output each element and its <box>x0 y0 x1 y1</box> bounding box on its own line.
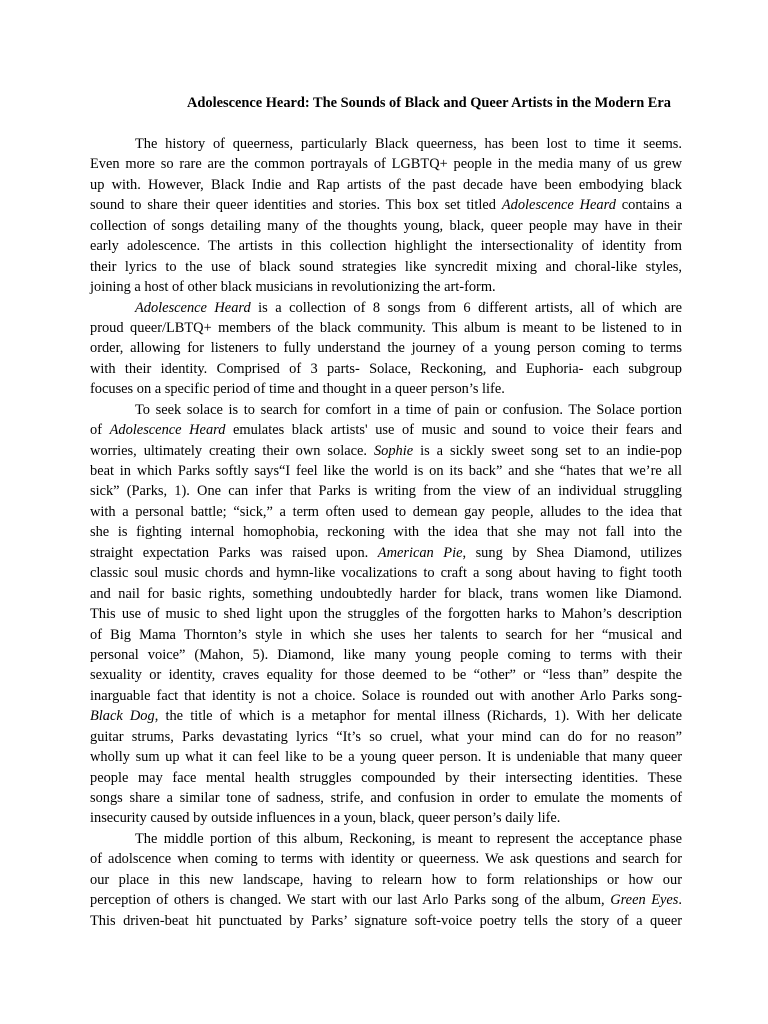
text-line: Black Dog, the title of which is a metaphor for mental illness (Richards, 1). With her delicate <box>90 708 682 725</box>
text-line: straight expectation Parks was raised upon. American Pie, sung by Shea Diamond, utilizes <box>90 544 682 561</box>
text-line: joining a host of other black musicians in revolutionizing the art-form. <box>90 279 496 296</box>
text-line: To seek solace is to search for comfort in a time of pain or confusion. The Solace portion <box>135 401 682 418</box>
text-line: insecurity caused by outside influences in a youn, black, queer person’s daily life. <box>90 810 561 827</box>
text-line: songs share a similar tone of sadness, strife, and confusion in order to emulate the moments of <box>90 790 682 806</box>
album-title: Adolescence Heard <box>501 197 616 214</box>
text-line: with their identity. Comprised of 3 parts- Solace, Reckoning, and Euphoria- each subgroup <box>90 360 682 377</box>
text-line: This driven-beat hit punctuated by Parks’ signature soft-voice poetry tells the story of a queer <box>90 912 682 929</box>
document-title: Adolescence Heard: The Sounds of Black and Queer Artists in the Modern Era <box>187 95 671 111</box>
text-line: with a personal battle; “sick,” a term often used to demean gay people, alludes to the idea that <box>90 503 682 520</box>
text-line: sexuality or identity, craves equality for those deemed to be “other” or “less than” despite the <box>90 667 682 684</box>
text-line: our place in this new landscape, having to relearn how to form relationships or how our <box>90 871 682 888</box>
text-line: and nail for basic rights, something undoubtedly harder for black, trans women like Diamond. <box>90 585 682 602</box>
text-line: proud queer/LBTQ+ members of the black community. This album is meant to be listened to in <box>90 319 682 336</box>
album-title: Adolescence Heard <box>135 299 251 316</box>
text-line: worries, ultimately creating their own solace. Sophie is a sickly sweet song set to an indie-pop <box>90 442 682 459</box>
text-line: Even more so rare are the common portrayals of LGBTQ+ people in the media many of us grew <box>90 156 682 173</box>
text-line: The middle portion of this album, Reckoning, is meant to represent the acceptance phase <box>135 830 682 847</box>
text-line: of Big Mama Thornton’s style in which she uses her talents to search for her “musical and <box>90 626 682 643</box>
text-line: perception of others is changed. We start with our last Arlo Parks song of the album, Green Eyes. <box>90 892 682 909</box>
text-line: wholly sum up what it can feel like to be a young queer person. It is undeniable that many queer <box>90 749 682 766</box>
text-line: up with. However, Black Indie and Rap artists of the past decade have been embodying black <box>90 176 682 193</box>
text-line: personal voice” (Mahon, 5). Diamond, like many young people coming to terms with their <box>90 646 682 663</box>
album-title: Adolescence Heard <box>109 422 226 439</box>
text-line: people may face mental health struggles compounded by their intersecting identities. These <box>90 769 682 786</box>
text-line: sick” (Parks, 1). One can infer that Parks is writing from the view of an individual struggling <box>90 483 682 500</box>
document-body <box>90 134 682 931</box>
song-title: Green Eyes <box>610 892 679 909</box>
text-line: guitar strums, Parks devastating lyrics “It’s so cruel, what your mind can do for no reason” <box>90 728 682 745</box>
text-line: early adolescence. The artists in this collection highlight the intersectionality of identity from <box>90 238 682 255</box>
song-title: American Pie <box>377 544 463 561</box>
text-line: order, allowing for listeners to fully understand the journey of a young person coming to terms <box>90 340 682 357</box>
text-line: of Adolescence Heard emulates black artists' use of music and sound to voice their fears and <box>90 422 683 439</box>
text-line: sound to share their queer identities and stories. This box set titled Adolescence Heard contains a <box>90 197 682 214</box>
song-title: Black Dog <box>90 708 155 725</box>
text-line: she is fighting internal homophobia, reckoning with the idea that she may not fall into the <box>90 524 682 541</box>
text-line: The history of queerness, particularly Black queerness, has been lost to time it seems. <box>135 136 682 152</box>
text-line: their lyrics to the use of black sound strategies like syncredit mixing and choral-like styles, <box>90 258 682 275</box>
text-line: This use of music to shed light upon the struggles of the forgotten harks to Mahon’s description <box>90 606 682 623</box>
text-line: collection of songs detailing many of the thoughts young, black, queer people may have in their <box>90 217 682 234</box>
song-title: Sophie <box>373 442 414 459</box>
text-line: focuses on a specific period of time and thought in a queer person’s life. <box>90 381 505 398</box>
text-line: classic soul music chords and hymn-like vocalizations to craft a song about having to fight tooth <box>90 565 682 582</box>
text-line: of adolscence when coming to terms with identity or queerness. We ask questions and search for <box>90 851 682 868</box>
text-line: Adolescence Heard is a collection of 8 songs from 6 different artists, all of which are <box>135 299 682 316</box>
text-line: beat in which Parks softly says“I feel like the world is on its back” and she “hates that we’re all <box>90 463 682 479</box>
text-line: inarguable fact that identity is not a choice. Solace is rounded out with another Arlo Parks song- <box>90 687 682 704</box>
